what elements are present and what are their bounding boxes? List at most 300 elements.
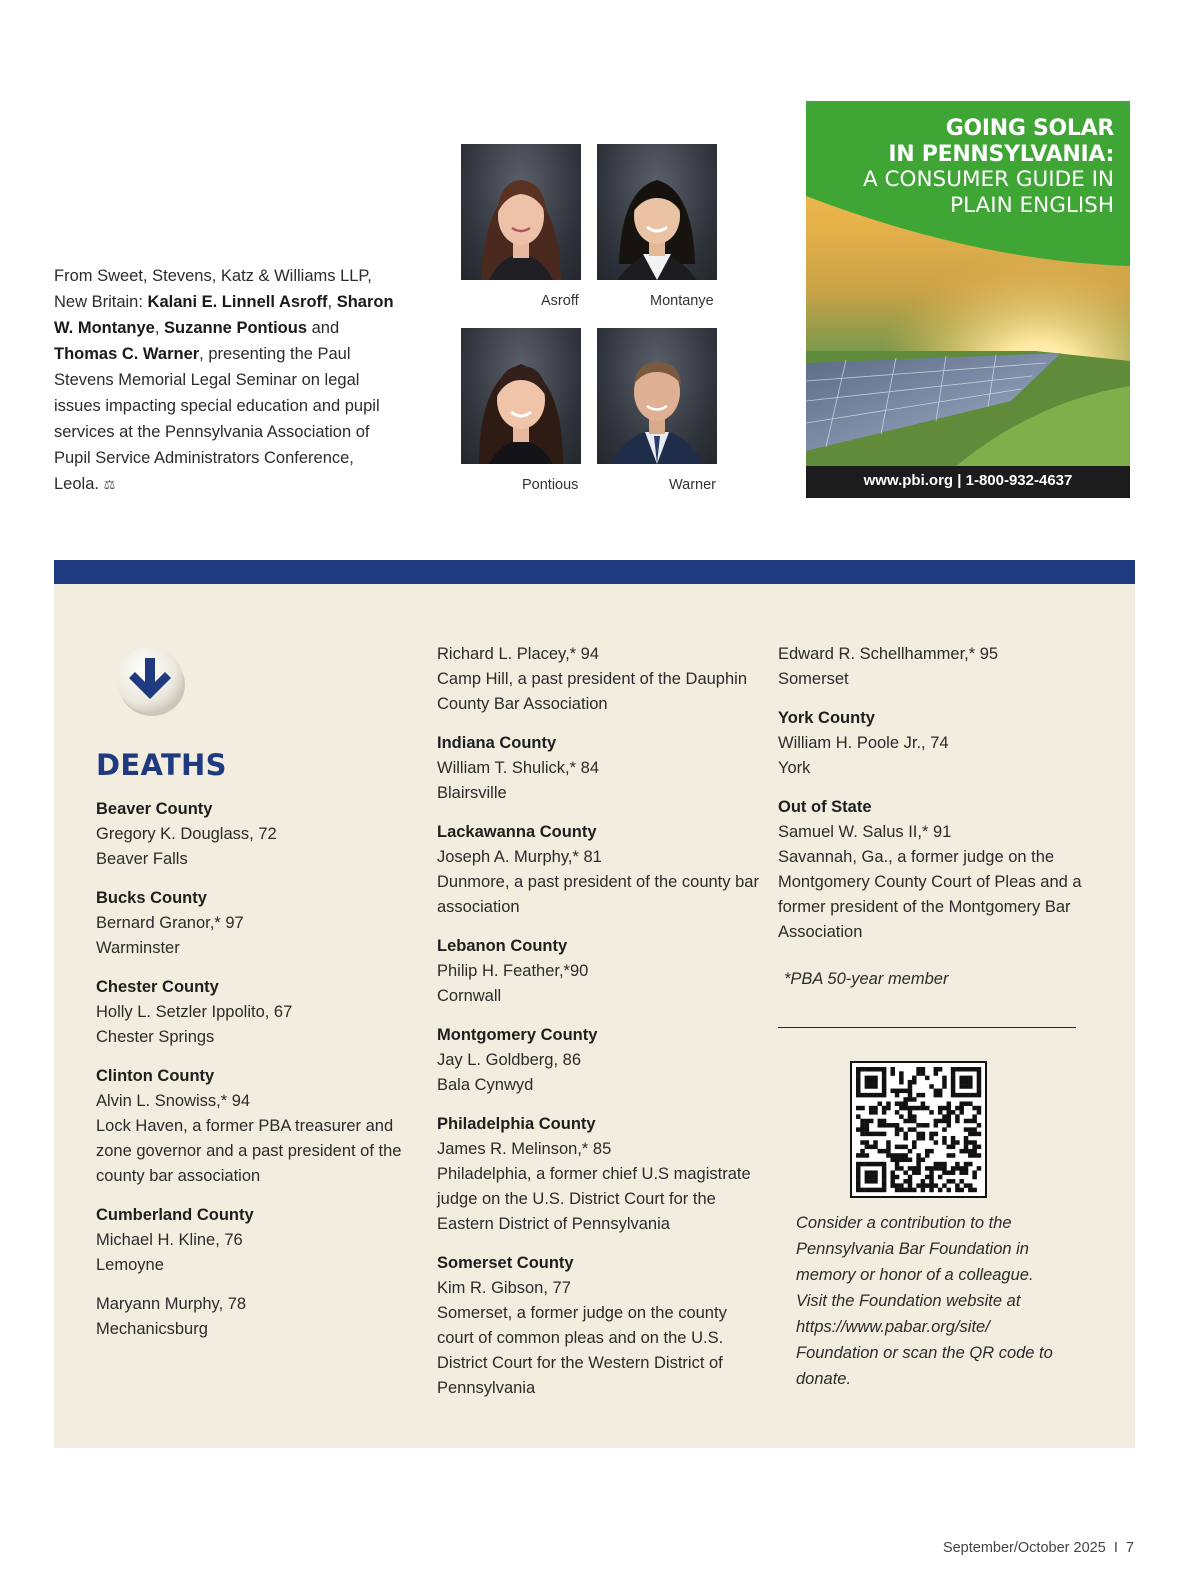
qr-module xyxy=(921,1132,926,1137)
qr-module xyxy=(925,1153,930,1158)
qr-module xyxy=(899,1071,904,1076)
qr-module xyxy=(938,1106,943,1111)
qr-module xyxy=(912,1170,917,1175)
qr-module xyxy=(882,1119,887,1124)
intro-separator: , xyxy=(327,293,337,311)
qr-module xyxy=(951,1166,956,1171)
qr-module xyxy=(903,1119,908,1124)
qr-module xyxy=(908,1127,913,1132)
qr-module xyxy=(878,1119,883,1124)
deceased-details: Lock Haven, a former PBA treasurer and zone governor and a past president of the county bar association xyxy=(96,1117,402,1185)
qr-module xyxy=(959,1067,964,1072)
qr-module xyxy=(890,1089,895,1094)
qr-module xyxy=(865,1140,870,1145)
qr-module xyxy=(968,1119,973,1124)
qr-module xyxy=(878,1093,883,1098)
qr-module xyxy=(869,1110,874,1115)
qr-module xyxy=(895,1175,900,1180)
qr-module xyxy=(869,1170,874,1175)
qr-module xyxy=(882,1188,887,1193)
qr-module xyxy=(908,1080,913,1085)
qr-module xyxy=(964,1136,969,1141)
qr-module xyxy=(908,1093,913,1098)
qr-module xyxy=(873,1162,878,1167)
deceased-details: Camp Hill, a past president of the Dauphin County Bar Association xyxy=(437,670,748,713)
qr-module xyxy=(942,1076,947,1081)
county-heading: Cumberland County xyxy=(96,1206,254,1224)
ad-subtitle-line-2: PLAIN ENGLISH xyxy=(950,193,1114,218)
qr-module xyxy=(942,1106,947,1111)
qr-module xyxy=(972,1149,977,1154)
qr-module xyxy=(968,1067,973,1072)
qr-module xyxy=(942,1114,947,1119)
qr-module xyxy=(882,1183,887,1188)
qr-module xyxy=(921,1101,926,1106)
qr-module xyxy=(895,1158,900,1163)
qr-module xyxy=(895,1110,900,1115)
qr-module xyxy=(951,1140,956,1145)
death-entry xyxy=(437,642,767,717)
qr-module xyxy=(912,1119,917,1124)
qr-module xyxy=(865,1179,870,1184)
death-entry xyxy=(437,1112,767,1237)
qr-module xyxy=(977,1132,982,1137)
qr-module xyxy=(899,1183,904,1188)
qr-module xyxy=(878,1149,883,1154)
donation-qr-code[interactable] xyxy=(850,1061,987,1198)
footer-separator: I xyxy=(1113,1540,1118,1556)
qr-module xyxy=(865,1145,870,1150)
qr-module xyxy=(865,1080,870,1085)
deceased-name: Holly L. Setzler Ippolito, 67 xyxy=(96,1003,293,1021)
qr-module xyxy=(890,1158,895,1163)
qr-module xyxy=(921,1067,926,1072)
qr-module xyxy=(856,1114,861,1119)
deceased-name: Kim R. Gibson, 77 xyxy=(437,1279,571,1297)
qr-module xyxy=(882,1110,887,1115)
death-entry xyxy=(778,642,1098,692)
qr-module xyxy=(856,1127,861,1132)
qr-module xyxy=(903,1106,908,1111)
death-entry xyxy=(778,706,1098,781)
qr-module xyxy=(903,1153,908,1158)
qr-module xyxy=(964,1127,969,1132)
qr-module xyxy=(955,1162,960,1167)
death-entry xyxy=(96,975,426,1050)
county-heading: Philadelphia County xyxy=(437,1115,596,1133)
qr-module xyxy=(951,1179,956,1184)
qr-module xyxy=(951,1080,956,1085)
qr-module xyxy=(934,1119,939,1124)
deceased-details: Somerset, a former judge on the county court of common pleas and on the U.S. District Court for the Western District of Pennsylvania xyxy=(437,1304,727,1397)
qr-module xyxy=(873,1106,878,1111)
qr-module xyxy=(890,1067,895,1072)
qr-module xyxy=(964,1076,969,1081)
qr-module xyxy=(968,1080,973,1085)
qr-module xyxy=(856,1188,861,1193)
qr-module xyxy=(938,1119,943,1124)
qr-module xyxy=(947,1119,952,1124)
deceased-details: Somerset xyxy=(778,670,849,688)
qr-module xyxy=(934,1132,939,1137)
qr-module xyxy=(925,1175,930,1180)
qr-module xyxy=(903,1179,908,1184)
qr-module xyxy=(869,1188,874,1193)
qr-module xyxy=(951,1084,956,1089)
qr-module xyxy=(860,1106,865,1111)
qr-module xyxy=(951,1145,956,1150)
qr-module xyxy=(938,1162,943,1167)
qr-module xyxy=(886,1106,891,1111)
qr-module xyxy=(903,1170,908,1175)
qr-module xyxy=(890,1071,895,1076)
qr-module xyxy=(873,1170,878,1175)
county-heading: Indiana County xyxy=(437,734,557,752)
qr-module xyxy=(938,1175,943,1180)
county-heading: Somerset County xyxy=(437,1254,574,1272)
deceased-name: Jay L. Goldberg, 86 xyxy=(437,1051,582,1069)
page-number: 7 xyxy=(1125,1540,1134,1556)
qr-module xyxy=(912,1188,917,1193)
qr-module xyxy=(873,1110,878,1115)
qr-module xyxy=(912,1097,917,1102)
qr-module xyxy=(860,1140,865,1145)
deceased-name: Michael H. Kline, 76 xyxy=(96,1231,243,1249)
qr-module xyxy=(916,1166,921,1171)
qr-module xyxy=(921,1179,926,1184)
qr-module xyxy=(895,1166,900,1171)
qr-module xyxy=(860,1149,865,1154)
qr-module xyxy=(873,1132,878,1137)
deaths-column-1 xyxy=(96,797,426,1356)
qr-module xyxy=(899,1145,904,1150)
county-heading: Bucks County xyxy=(96,889,207,907)
qr-module xyxy=(865,1119,870,1124)
qr-module xyxy=(865,1188,870,1193)
qr-module xyxy=(942,1127,947,1132)
qr-module xyxy=(959,1106,964,1111)
qr-module xyxy=(916,1162,921,1167)
qr-module xyxy=(947,1101,952,1106)
qr-module xyxy=(968,1076,973,1081)
qr-module xyxy=(886,1101,891,1106)
deceased-name: William T. Shulick,* 84 xyxy=(437,759,599,777)
qr-module xyxy=(929,1136,934,1141)
qr-module xyxy=(964,1170,969,1175)
qr-module xyxy=(908,1149,913,1154)
arrow-down-icon xyxy=(114,644,188,718)
qr-module xyxy=(955,1093,960,1098)
qr-module xyxy=(890,1175,895,1180)
name-pontious: Suzanne Pontious xyxy=(164,319,308,337)
qr-module xyxy=(886,1145,891,1150)
going-solar-ad[interactable] xyxy=(806,101,1130,498)
qr-module xyxy=(959,1076,964,1081)
qr-module xyxy=(959,1166,964,1171)
qr-module xyxy=(903,1132,908,1137)
qr-module xyxy=(977,1076,982,1081)
qr-module xyxy=(964,1119,969,1124)
county-heading: Lackawanna County xyxy=(437,823,597,841)
qr-module xyxy=(934,1093,939,1098)
qr-module xyxy=(882,1162,887,1167)
qr-module xyxy=(895,1153,900,1158)
qr-module xyxy=(882,1123,887,1128)
qr-module xyxy=(921,1136,926,1141)
qr-module xyxy=(869,1175,874,1180)
qr-module xyxy=(912,1114,917,1119)
qr-module xyxy=(925,1183,930,1188)
qr-module xyxy=(964,1149,969,1154)
qr-module xyxy=(947,1110,952,1115)
county-heading: Montgomery County xyxy=(437,1026,598,1044)
deceased-details: Blairsville xyxy=(437,784,507,802)
qr-module xyxy=(951,1076,956,1081)
qr-module xyxy=(964,1140,969,1145)
qr-module xyxy=(921,1071,926,1076)
qr-module xyxy=(878,1101,883,1106)
qr-module xyxy=(929,1170,934,1175)
deceased-name: Richard L. Placey,* 94 xyxy=(437,645,600,663)
county-heading: Out of State xyxy=(778,798,872,816)
foundation-contribution-note: Consider a contribution to the Pennsylvania Bar Foundation in memory or honor of a colleague. Visit the Foundation website at https://www.pabar.org/site/ Foundation or scan the QR code to donate. xyxy=(796,1214,1053,1388)
qr-module xyxy=(873,1179,878,1184)
qr-module xyxy=(959,1110,964,1115)
qr-module xyxy=(856,1067,861,1072)
qr-module xyxy=(860,1067,865,1072)
qr-module xyxy=(882,1076,887,1081)
qr-module xyxy=(972,1140,977,1145)
qr-module xyxy=(899,1114,904,1119)
qr-module xyxy=(942,1080,947,1085)
qr-module xyxy=(882,1106,887,1111)
qr-module xyxy=(942,1084,947,1089)
qr-module xyxy=(951,1110,956,1115)
qr-module xyxy=(916,1136,921,1141)
qr-module xyxy=(886,1123,891,1128)
portrait-pontious xyxy=(461,328,581,464)
qr-module xyxy=(899,1089,904,1094)
deceased-details: York xyxy=(778,759,811,777)
qr-module xyxy=(878,1067,883,1072)
qr-module xyxy=(873,1084,878,1089)
qr-module xyxy=(947,1114,952,1119)
deceased-name: Philip H. Feather,*90 xyxy=(437,962,589,980)
qr-module xyxy=(873,1175,878,1180)
ad-title-line-2: IN PENNSYLVANIA: xyxy=(888,142,1114,167)
qr-module xyxy=(951,1067,956,1072)
qr-module xyxy=(916,1106,921,1111)
name-asroff: Kalani E. Linnell Asroff xyxy=(147,293,328,311)
qr-module xyxy=(947,1106,952,1111)
qr-module xyxy=(951,1071,956,1076)
qr-module xyxy=(878,1188,883,1193)
qr-module xyxy=(955,1067,960,1072)
qr-module xyxy=(972,1170,977,1175)
qr-module xyxy=(869,1106,874,1111)
qr-module xyxy=(865,1067,870,1072)
qr-module xyxy=(878,1162,883,1167)
deceased-details: Philadelphia, a former chief U.S magistrate judge on the U.S. District Court for the Eastern District of Pennsylvania xyxy=(437,1165,751,1233)
qr-module xyxy=(865,1093,870,1098)
qr-module xyxy=(929,1149,934,1154)
qr-module xyxy=(934,1089,939,1094)
qr-module xyxy=(977,1071,982,1076)
qr-module xyxy=(972,1153,977,1158)
qr-module xyxy=(977,1093,982,1098)
qr-module xyxy=(934,1162,939,1167)
qr-module xyxy=(890,1153,895,1158)
qr-module xyxy=(869,1076,874,1081)
death-entry xyxy=(437,934,767,1009)
qr-module xyxy=(951,1093,956,1098)
qr-module xyxy=(942,1170,947,1175)
caption-warner: Warner xyxy=(669,477,716,493)
qr-module xyxy=(912,1076,917,1081)
qr-module xyxy=(964,1145,969,1150)
qr-module xyxy=(947,1145,952,1150)
deaths-heading: DEATHS xyxy=(96,748,227,782)
deaths-column-2 xyxy=(437,642,767,1415)
qr-module xyxy=(977,1123,982,1128)
qr-module xyxy=(912,1166,917,1171)
death-entry xyxy=(96,1064,426,1189)
qr-module xyxy=(903,1145,908,1150)
qr-module xyxy=(938,1067,943,1072)
qr-module xyxy=(977,1145,982,1150)
qr-module xyxy=(856,1106,861,1111)
qr-module xyxy=(942,1183,947,1188)
qr-module xyxy=(968,1188,973,1193)
intro-paragraph xyxy=(54,263,394,498)
qr-module xyxy=(856,1183,861,1188)
qr-module xyxy=(934,1067,939,1072)
qr-module xyxy=(955,1140,960,1145)
qr-module xyxy=(912,1106,917,1111)
name-warner: Thomas C. Warner xyxy=(54,345,200,363)
qr-module xyxy=(865,1076,870,1081)
deceased-name: Joseph A. Murphy,* 81 xyxy=(437,848,602,866)
qr-module xyxy=(964,1084,969,1089)
qr-module xyxy=(934,1140,939,1145)
qr-module xyxy=(856,1166,861,1171)
qr-module xyxy=(916,1132,921,1137)
qr-module xyxy=(856,1076,861,1081)
qr-module xyxy=(895,1089,900,1094)
scales-of-justice-icon: ⚖ xyxy=(103,477,116,492)
qr-module xyxy=(947,1170,952,1175)
death-entry xyxy=(96,1203,426,1278)
qr-module xyxy=(895,1132,900,1137)
qr-module xyxy=(959,1080,964,1085)
qr-module xyxy=(929,1175,934,1180)
deceased-details: Savannah, Ga., a former judge on the Montgomery County Court of Pleas and a former president of the Montgomery Bar Association xyxy=(778,848,1082,941)
deceased-details: Bala Cynwyd xyxy=(437,1076,534,1094)
qr-module xyxy=(869,1080,874,1085)
qr-module xyxy=(890,1179,895,1184)
qr-module xyxy=(964,1093,969,1098)
qr-module xyxy=(865,1084,870,1089)
qr-module xyxy=(856,1162,861,1167)
qr-module xyxy=(964,1183,969,1188)
qr-module xyxy=(908,1106,913,1111)
ad-contact-footer[interactable]: www.pbi.org | 1-800-932-4637 xyxy=(806,466,1130,498)
qr-module xyxy=(860,1127,865,1132)
qr-module xyxy=(925,1166,930,1171)
qr-module xyxy=(938,1166,943,1171)
qr-module xyxy=(925,1076,930,1081)
intro-lead-text: From Sweet, Stevens, Katz & Williams LLP, New Britain: xyxy=(54,267,372,311)
qr-module xyxy=(869,1119,874,1124)
death-entry xyxy=(96,797,426,872)
qr-module xyxy=(882,1089,887,1094)
qr-module xyxy=(856,1170,861,1175)
qr-module xyxy=(959,1170,964,1175)
qr-module xyxy=(938,1093,943,1098)
qr-module xyxy=(916,1067,921,1072)
ad-title-line-1: GOING SOLAR xyxy=(945,116,1114,141)
qr-module xyxy=(856,1089,861,1094)
qr-module xyxy=(955,1119,960,1124)
qr-module xyxy=(865,1175,870,1180)
qr-module xyxy=(865,1123,870,1128)
qr-module xyxy=(908,1089,913,1094)
qr-module xyxy=(925,1106,930,1111)
qr-module xyxy=(903,1097,908,1102)
deceased-details: Lemoyne xyxy=(96,1256,164,1274)
divider xyxy=(778,1027,1076,1028)
name-montanye: Sharon W. Montanye xyxy=(54,293,394,337)
county-heading: Lebanon County xyxy=(437,937,568,955)
qr-module xyxy=(860,1119,865,1124)
portrait-warner xyxy=(597,328,717,464)
qr-module xyxy=(908,1119,913,1124)
qr-module xyxy=(968,1127,973,1132)
qr-module xyxy=(977,1067,982,1072)
qr-module xyxy=(908,1158,913,1163)
deaths-column-3 xyxy=(778,642,1098,959)
qr-module xyxy=(947,1188,952,1193)
qr-module xyxy=(959,1101,964,1106)
qr-module xyxy=(903,1158,908,1163)
qr-module xyxy=(972,1106,977,1111)
qr-module xyxy=(865,1153,870,1158)
qr-module xyxy=(916,1170,921,1175)
qr-module xyxy=(860,1123,865,1128)
qr-module xyxy=(869,1145,874,1150)
qr-module xyxy=(895,1123,900,1128)
qr-module xyxy=(908,1084,913,1089)
portrait-asroff xyxy=(461,144,581,280)
qr-module xyxy=(873,1145,878,1150)
deceased-name: William H. Poole Jr., 74 xyxy=(778,734,949,752)
qr-module xyxy=(908,1114,913,1119)
qr-module xyxy=(959,1093,964,1098)
qr-module xyxy=(886,1153,891,1158)
qr-module xyxy=(916,1071,921,1076)
qr-module xyxy=(938,1089,943,1094)
county-heading: Beaver County xyxy=(96,800,213,818)
qr-module xyxy=(959,1179,964,1184)
qr-module xyxy=(882,1149,887,1154)
qr-module xyxy=(882,1071,887,1076)
pba-member-footnote: *PBA 50-year member xyxy=(784,970,949,988)
qr-module xyxy=(921,1183,926,1188)
death-entry xyxy=(437,820,767,920)
qr-module xyxy=(977,1084,982,1089)
qr-module xyxy=(856,1071,861,1076)
qr-module xyxy=(929,1179,934,1184)
